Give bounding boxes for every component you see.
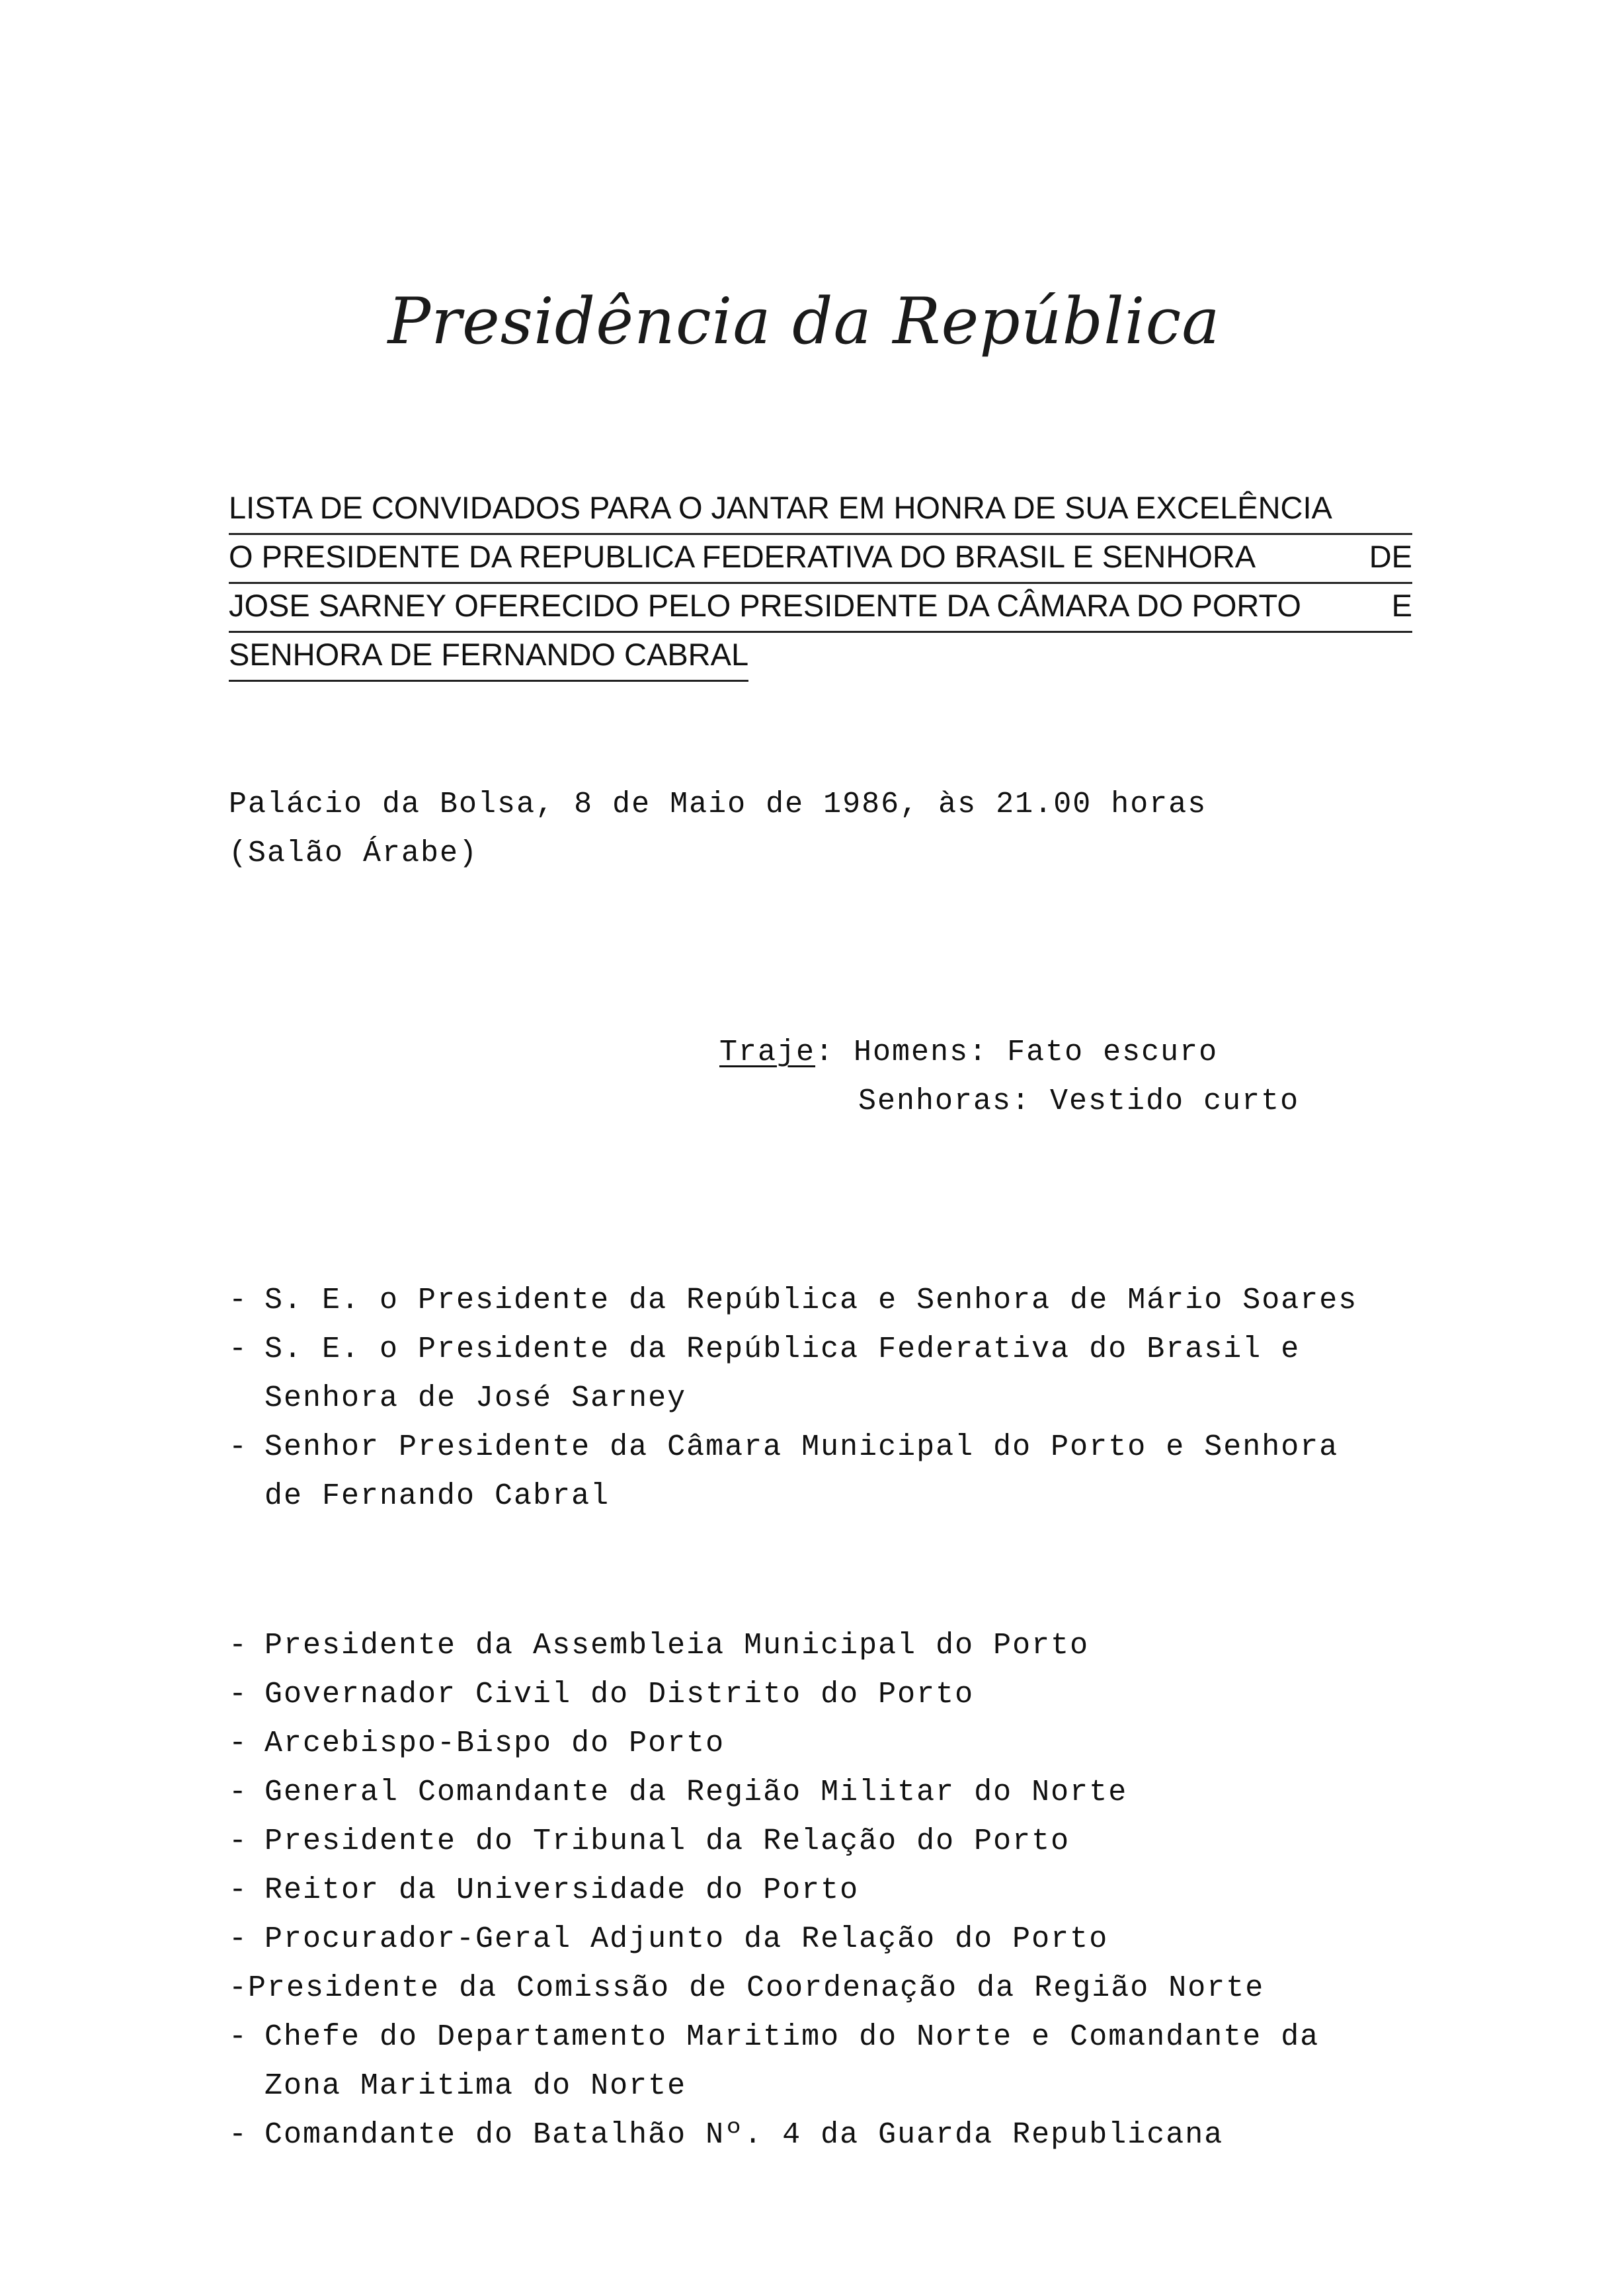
guest-text: Procurador-Geral Adjunto da Relação do Porto xyxy=(264,1922,1109,1956)
title-line xyxy=(229,486,1412,535)
dress-code-men: Homens: Fato escuro xyxy=(854,1036,1219,1069)
guest-text: Presidente da Assembleia Municipal do Porto xyxy=(264,1629,1090,1662)
guest-text: General Comandante da Região Militar do Norte xyxy=(264,1776,1128,1809)
dash-bullet: - xyxy=(229,2020,249,2054)
venue-block xyxy=(229,780,1207,878)
list-item xyxy=(229,1817,1319,1866)
title-line-text: JOSE SARNEY OFERECIDO PELO PRESIDENTE DA CÂMARA DO PORTO xyxy=(229,588,1301,623)
title-line xyxy=(229,535,1412,584)
title-line-text: SENHORA DE FERNANDO CABRAL xyxy=(229,637,749,672)
list-item xyxy=(229,2013,1319,2111)
principal-guests-list xyxy=(229,1276,1357,1521)
guest-line xyxy=(229,2013,1319,2062)
guest-line-continuation: de Fernando Cabral xyxy=(264,1479,610,1513)
venue-date-time: Palácio da Bolsa, 8 de Maio de 1986, às 21.00 horas xyxy=(229,788,1207,821)
list-item xyxy=(229,1670,1319,1719)
guest-line xyxy=(229,1276,1357,1325)
title-line-end-word: DE xyxy=(1369,539,1412,574)
title-line xyxy=(229,584,1412,633)
list-item xyxy=(229,1866,1319,1915)
document-title xyxy=(229,486,1412,682)
guest-text: Chefe do Departamento Maritimo do Norte e Comandante da xyxy=(264,2020,1320,2054)
list-item xyxy=(229,1325,1357,1423)
letterhead-script: Presidência da República xyxy=(387,284,1221,358)
dash-bullet: - xyxy=(229,1430,249,1464)
dash-bullet: - xyxy=(229,1922,249,1956)
dress-code-men-row xyxy=(719,1028,1299,1077)
dress-code-women: Senhoras: Vestido curto xyxy=(858,1085,1300,1118)
dash-bullet: - xyxy=(229,1824,249,1858)
dash-bullet: - xyxy=(229,1776,249,1809)
title-line-text: LISTA DE CONVIDADOS PARA O JANTAR EM HONRA DE SUA EXCELÊNCIA xyxy=(229,490,1332,525)
dress-code-colon: : xyxy=(815,1036,854,1069)
other-guests-list xyxy=(229,1621,1319,2160)
title-line xyxy=(229,633,748,682)
list-item xyxy=(229,2111,1319,2160)
guest-text: Governador Civil do Distrito do Porto xyxy=(264,1678,975,1711)
venue-room: (Salão Árabe) xyxy=(229,837,479,870)
guest-line xyxy=(229,1325,1357,1374)
dash-bullet: - xyxy=(229,1332,249,1366)
title-line-text: O PRESIDENTE DA REPUBLICA FEDERATIVA DO BRASIL E SENHORA xyxy=(229,539,1256,574)
dress-code-label: Traje xyxy=(719,1036,816,1069)
dash-bullet: - xyxy=(229,1873,249,1907)
dash-bullet: - xyxy=(229,1629,249,1662)
list-item xyxy=(229,1964,1319,2013)
list-item xyxy=(229,1915,1319,1964)
dash-bullet: - xyxy=(229,2118,249,2152)
dash-bullet: - xyxy=(229,1284,249,1317)
guest-text: S. E. o Presidente da República e Senhora de Mário Soares xyxy=(264,1284,1358,1317)
dress-code-block xyxy=(719,1028,1299,1126)
guest-text: Arcebispo-Bispo do Porto xyxy=(264,1727,725,1760)
guest-line xyxy=(229,1423,1357,1472)
guest-text: Comandante do Batalhão Nº. 4 da Guarda Republicana xyxy=(264,2118,1224,2152)
dash-bullet: - xyxy=(229,1678,249,1711)
dress-code-women-row xyxy=(719,1077,1299,1126)
guest-line-continuation: Zona Maritima do Norte xyxy=(264,2069,687,2103)
guest-text: Reitor da Universidade do Porto xyxy=(264,1873,860,1907)
guest-text: Presidente do Tribunal da Relação do Porto xyxy=(264,1824,1070,1858)
list-item xyxy=(229,1621,1319,1670)
title-line-end-word: E xyxy=(1391,588,1412,623)
guest-text: Senhor Presidente da Câmara Municipal do Porto e Senhora xyxy=(264,1430,1339,1464)
dash-bullet: - xyxy=(229,1727,249,1760)
guest-text: Presidente da Comissão de Coordenação da Região Norte xyxy=(248,1971,1265,2005)
guest-text: S. E. o Presidente da República Federativa do Brasil e xyxy=(264,1332,1301,1366)
list-item xyxy=(229,1768,1319,1817)
list-item xyxy=(229,1423,1357,1521)
guest-line-continuation: Senhora de José Sarney xyxy=(264,1381,687,1415)
list-item xyxy=(229,1276,1357,1325)
dash-bullet-tight: - xyxy=(229,1971,249,2005)
list-item xyxy=(229,1719,1319,1768)
